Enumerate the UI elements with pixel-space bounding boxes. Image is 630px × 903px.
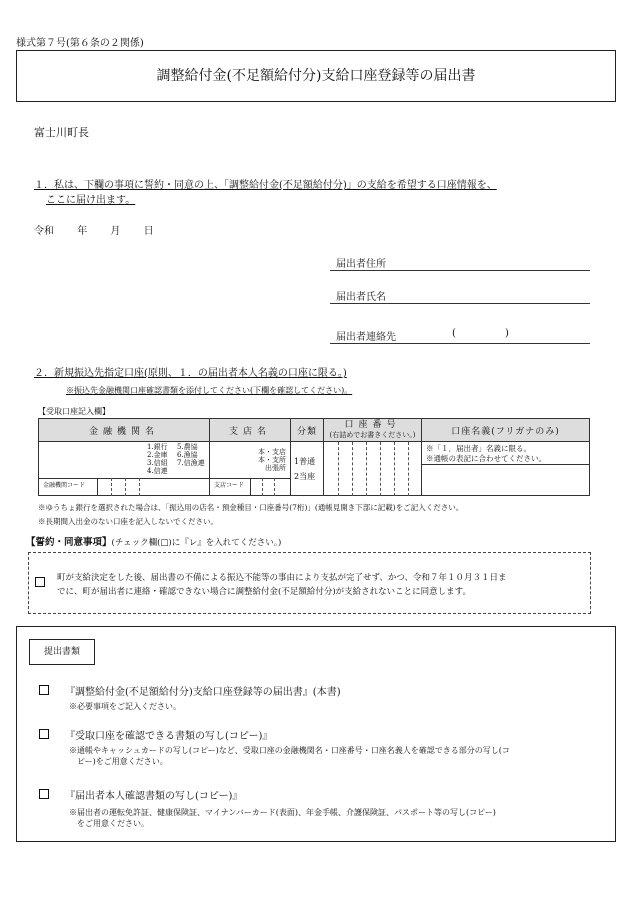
pledge-heading-bold: 【誓約・同意事項】 (26, 537, 112, 548)
account-table-caption: 【受取口座記入欄】 (38, 407, 110, 416)
name-label: 届出者氏名 (336, 292, 386, 303)
contact-paren-open: ( (452, 328, 456, 339)
pledge-heading (26, 534, 281, 548)
doc2-title: 『受取口座を確認できる書類の写し(コピー)』 (65, 731, 273, 742)
address-field[interactable] (330, 270, 590, 271)
account-type-cell[interactable] (291, 442, 324, 496)
pledge-heading-rest: (チェック欄(□)に『レ』を入れてください。) (111, 538, 282, 548)
form-number: 様式第７号(第６条の２関係) (16, 38, 144, 49)
contact-field[interactable] (330, 343, 590, 344)
pledge-text: 町が支給決定をした後、届出書の不備による振込不能等の事由により支払が完了せず、かつ、令和７年１０月３１日ま でに、町が届出者に連絡・確認できない場合に調整給付金(不足額給付分)が支給されないことに同意します。 (57, 573, 507, 597)
bank-types-col1: 1.銀行 2.金庫 3.信組 4.信連 (147, 443, 168, 475)
section2-heading: ２．新規振込先指定口座(原則、１．の届出者本人名義の口座に限る。) (34, 368, 347, 379)
date-year: 年 (77, 226, 88, 237)
address-label: 届出者住所 (336, 259, 386, 270)
date-era: 令和 (34, 226, 54, 237)
header-number (324, 419, 422, 442)
page-title: 調整給付金(不足額給付分)支給口座登録等の届出書 (156, 68, 476, 84)
title-box (16, 50, 616, 102)
header-bank: 金融機関名 (39, 419, 210, 442)
account-types: 1普通 2当座 (294, 457, 316, 481)
header-branch: 支店名 (210, 419, 291, 442)
holder-cell[interactable] (422, 442, 590, 496)
header-number-label: 口座番号 (344, 420, 401, 430)
account-table (38, 418, 590, 496)
doc1-note: ※必要事項をご記入ください。 (69, 702, 181, 711)
branch-cell[interactable] (210, 442, 291, 496)
account-number-cell[interactable] (324, 442, 422, 496)
pledge-checkbox[interactable] (35, 577, 45, 587)
header-number-note: (右詰めでお書きください。) (329, 431, 416, 439)
contact-paren-close: ) (505, 328, 509, 339)
header-type: 分類 (291, 419, 324, 442)
doc1-title: 『調整給付金(不足額給付分)支給口座登録等の届出書』(本書) (65, 687, 341, 698)
documents-box (16, 626, 616, 842)
pledge-box (28, 552, 591, 614)
section1-line1: １．私は、下欄の事項に誓約・同意の上、「調整給付金(不足額給付分)」の支給を希望する口座情報を、 (34, 180, 497, 191)
table-note-1: ※ゆうちょ銀行を選択された場合は、「振込用の店名・預金種目・口座番号(7桁)」(通帳見開き下部に記載)をご記入ください。 (38, 503, 464, 512)
branch-types: 本・支店 本・支所 出張所 (258, 448, 286, 472)
header-holder: 口座名義(フリガナのみ) (422, 419, 590, 442)
bank-cell[interactable] (39, 442, 210, 496)
name-field[interactable] (330, 303, 590, 304)
doc2-note: ※通帳やキャッシュカードの写し(コピー)など、受取口座の金融機関名・口座番号・口座名義人を確認できる部分の写し(コ ピー)をご用意ください。 (69, 746, 510, 766)
date-line (34, 222, 154, 237)
section1-line2: ここに届け出ます。 (46, 195, 136, 206)
date-day: 日 (143, 226, 154, 237)
holder-notes: ※「１．届出者」名義に限る。 ※通帳の表記に合わせてください。 (422, 442, 589, 465)
contact-label: 届出者連絡先 (336, 332, 396, 343)
bank-types-col2: 5.農協 6.漁協 7.信漁連 (177, 443, 205, 467)
documents-label: 提出書類 (29, 639, 95, 665)
branch-code-label: 支店コード (214, 482, 245, 489)
date-month: 月 (110, 226, 121, 237)
doc1-checkbox[interactable] (39, 685, 49, 695)
addressee: 富士川町長 (34, 126, 89, 139)
doc3-title: 『届出者本人確認書類の写し(コピー)』 (65, 791, 243, 802)
doc2-checkbox[interactable] (39, 729, 49, 739)
table-note-2: ※長期間入出金のない口座を記入しないでください。 (38, 517, 218, 526)
bank-code-label: 金融機関コード (43, 482, 86, 489)
section2-note: ※振込先金融機関口座確認書類を添付してください(下欄を確認してください)。 (66, 386, 353, 395)
doc3-checkbox[interactable] (39, 789, 49, 799)
doc3-note: ※届出者の運転免許証、健康保険証、マイナンバーカード(表面)、年金手帳、介護保険証、パスポート等の写し(コピー) をご用意ください。 (69, 808, 496, 828)
